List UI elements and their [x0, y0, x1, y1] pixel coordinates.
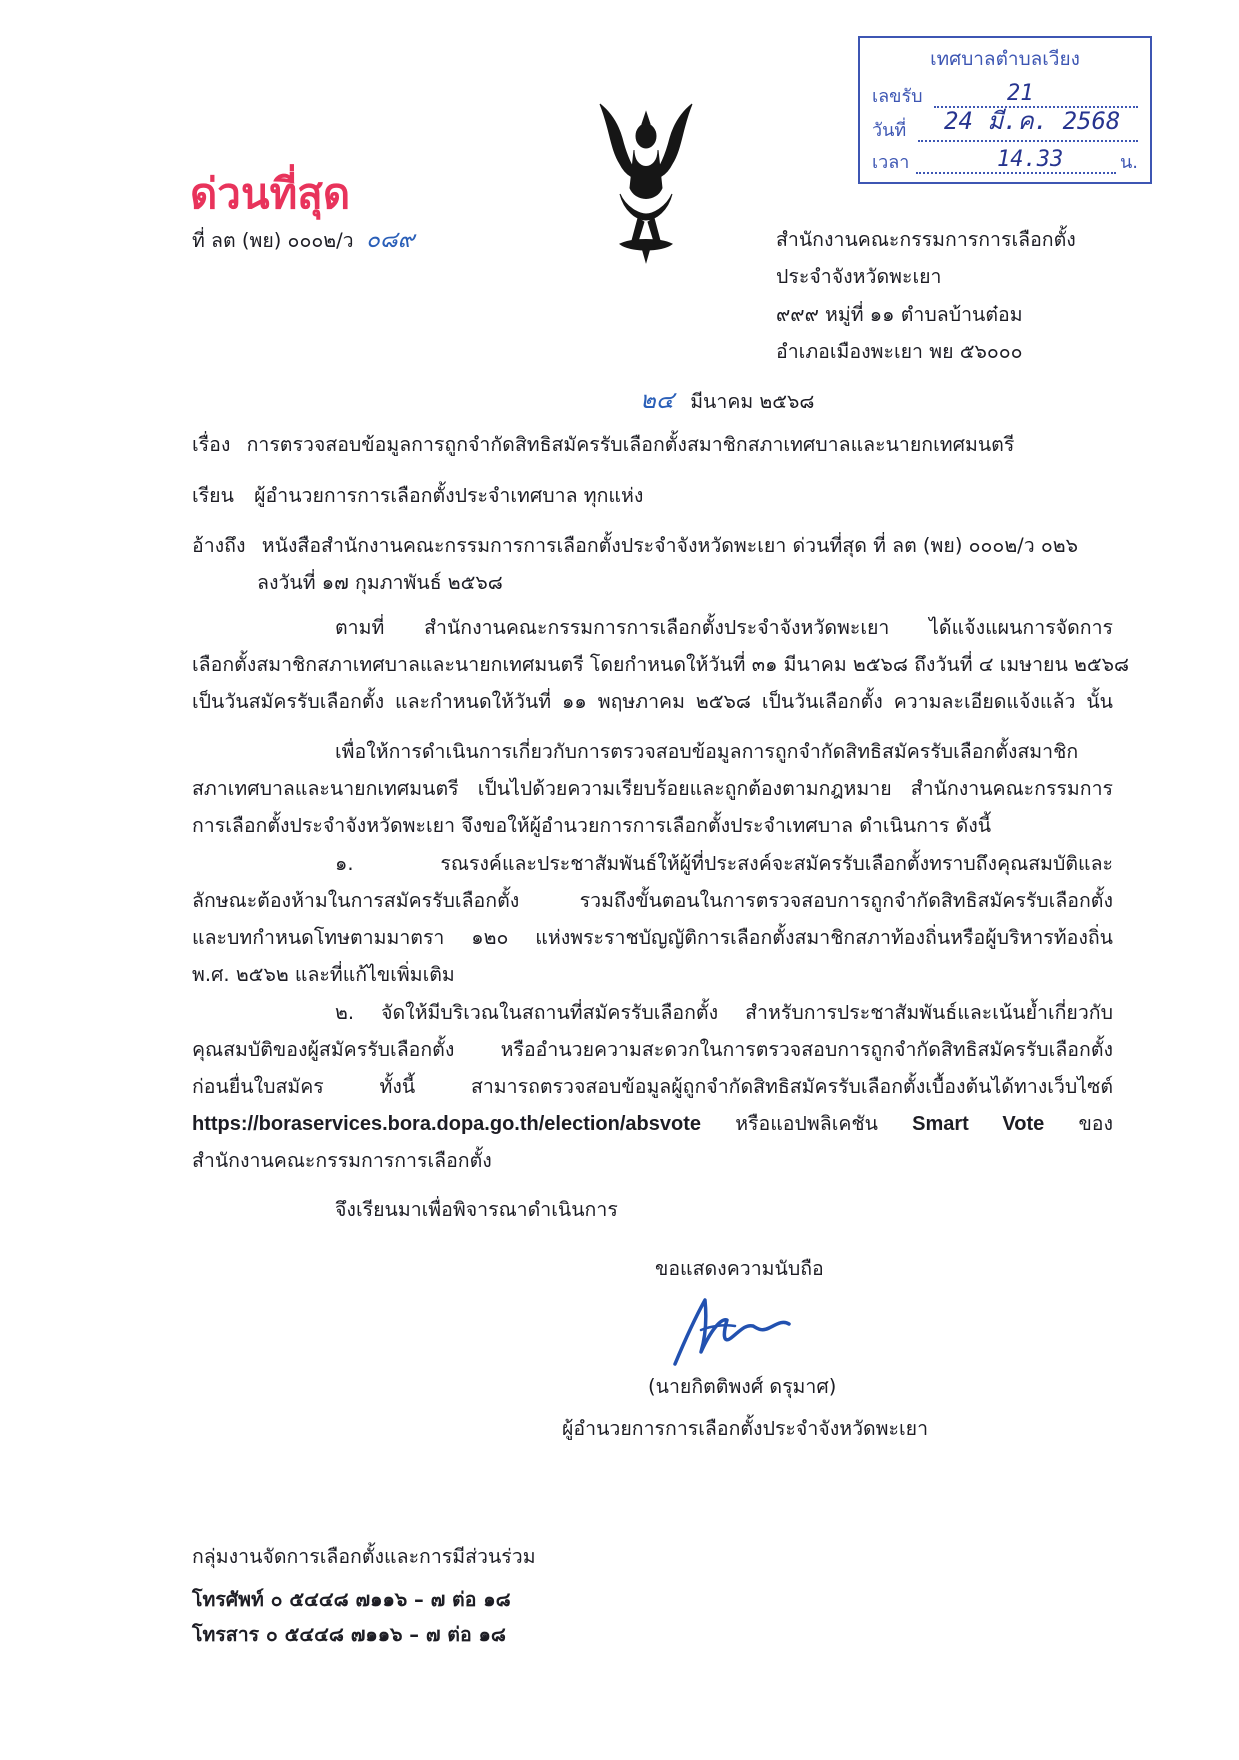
app-connector: หรือแอปพลิเคชัน [735, 1112, 878, 1135]
body-line-website [192, 1112, 1113, 1136]
body-line: เลือกตั้งสมาชิกสภาเทศบาลและนายกเทศมนตรี โดยกำหนดให้วันที่ ๓๑ มีนาคม ๒๕๖๘ ถึงวันที่ ๔ เมษายน ๒๕๖๘ [192, 653, 1130, 676]
ref-number-handwritten: ๐๘๙ [365, 227, 415, 253]
body-line: สภาเทศบาลและนายกเทศมนตรี เป็นไปด้วยความเรียบร้อยและถูกต้องตามกฎหมาย สำนักงานคณะกรรมการ [192, 777, 1113, 800]
stamp-recv-label: เลขรับ [872, 86, 923, 107]
closing-request: จึงเรียนมาเพื่อพิจารณาดำเนินการ [335, 1198, 618, 1221]
body-line: ตามที่ สำนักงานคณะกรรมการการเลือกตั้งประจำจังหวัดพะเยา ได้แจ้งแผนการจัดการ [335, 616, 1113, 639]
signer-title: ผู้อำนวยการการเลือกตั้งประจำจังหวัดพะเยา [562, 1417, 929, 1440]
stamp-date-label: วันที่ [872, 120, 907, 141]
to-text: ผู้อำนวยการการเลือกตั้งประจำเทศบาล ทุกแห่ง [254, 484, 644, 507]
body-line: และบทกำหนดโทษตามมาตรา ๑๒๐ แห่งพระราชบัญญัติการเลือกตั้งสมาชิกสภาท้องถิ่นหรือผู้บริหารท้องถิ่น [192, 926, 1113, 949]
ref-prefix: ที่ ลต (พย) ๐๐๐๒/ว [192, 229, 354, 252]
subject-text: การตรวจสอบข้อมูลการถูกจำกัดสิทธิสมัครรับเลือกตั้งสมาชิกสภาเทศบาลและนายกเทศมนตรี [246, 433, 1015, 456]
stamp-time-value: 14.33 [997, 147, 1064, 172]
urgency-label: ด่วนที่สุด [190, 169, 351, 218]
subject-line [192, 433, 1014, 457]
signer-name: (นายกิตติพงศ์ ดรุมาศ) [648, 1375, 837, 1398]
website-url: https://boraservices.bora.dopa.go.th/election/absvote [192, 1113, 701, 1135]
body-line: ลักษณะต้องห้ามในการสมัครรับเลือกตั้ง รวมถึงขั้นตอนในการตรวจสอบการถูกจำกัดสิทธิสมัครรับเลือกตั้ง [192, 889, 1113, 912]
body-line-end: ของ [1078, 1112, 1114, 1135]
body-line: คุณสมบัติของผู้สมัครรับเลือกตั้ง หรืออำนวยความสะดวกในการตรวจสอบการถูกจำกัดสิทธิสมัครรับเลือกตั้ง [192, 1038, 1113, 1061]
app-name: Smart Vote [912, 1113, 1045, 1135]
office-line: ประจำจังหวัดพะเยา [776, 265, 942, 288]
stamp-time-label: เวลา [872, 152, 910, 173]
reference-date: ลงวันที่ ๑๗ กุมภาพันธ์ ๒๕๖๘ [257, 571, 503, 594]
office-line: ๙๙๙ หมู่ที่ ๑๑ ตำบลบ้านต๋อม [776, 303, 1023, 326]
stamp-time-unit: น. [1119, 152, 1138, 173]
to-line [192, 484, 643, 508]
body-line: สำนักงานคณะกรรมการการเลือกตั้ง [192, 1149, 492, 1172]
reference-line [192, 534, 1078, 558]
subject-label: เรื่อง [192, 433, 231, 456]
letter-date [640, 388, 814, 414]
stamp-row-time [872, 148, 1138, 178]
stamp-dotted-line [916, 172, 1116, 174]
reference-label: อ้างถึง [192, 534, 246, 557]
office-line: สำนักงานคณะกรรมการการเลือกตั้ง [776, 228, 1076, 251]
date-month-year: มีนาคม ๒๕๖๘ [690, 390, 815, 413]
stamp-row-date [872, 107, 1138, 146]
garuda-emblem-icon [590, 98, 702, 264]
body-line: เพื่อให้การดำเนินการเกี่ยวกับการตรวจสอบข้อมูลการถูกจำกัดสิทธิสมัครรับเลือกตั้งสมาชิก [335, 740, 1079, 763]
reference-text: หนังสือสำนักงานคณะกรรมการการเลือกตั้งประจำจังหวัดพะเยา ด่วนที่สุด ที่ ลต (พย) ๐๐๐๒/ว ๐๒๖ [261, 534, 1079, 557]
stamp-date-value: 24 มี.ค. 2568 [944, 107, 1121, 135]
office-line: อำเภอเมืองพะเยา พย ๕๖๐๐๐ [776, 340, 1023, 363]
body-line: ก่อนยื่นใบสมัคร ทั้งนี้ สามารถตรวจสอบข้อมูลผู้ถูกจำกัดสิทธิสมัครรับเลือกตั้งเบื้องต้นได้ทางเว็บไซต์ [192, 1075, 1113, 1098]
date-day-handwritten: ๒๔ [640, 386, 674, 414]
receipt-stamp [858, 36, 1152, 184]
handwritten-signature [665, 1290, 795, 1370]
body-line: การเลือกตั้งประจำจังหวัดพะเยา จึงขอให้ผู้อำนวยการการเลือกตั้งประจำเทศบาล ดำเนินการ ดังนี้ [192, 814, 992, 837]
reference-number [192, 228, 414, 253]
body-line: ๒. จัดให้มีบริเวณในสถานที่สมัครรับเลือกตั้ง สำหรับการประชาสัมพันธ์และเน้นย้ำเกี่ยวกับ [335, 1001, 1113, 1024]
body-line: เป็นวันสมัครรับเลือกตั้ง และกำหนดให้วันที่ ๑๑ พฤษภาคม ๒๕๖๘ เป็นวันเลือกตั้ง ความละเอียดแจ้งแล้ว นั้น [192, 690, 1113, 713]
regards: ขอแสดงความนับถือ [655, 1257, 824, 1280]
to-label: เรียน [192, 484, 234, 507]
footer-fax: โทรสาร ๐ ๕๔๔๘ ๗๑๑๖ – ๗ ต่อ ๑๘ [192, 1623, 506, 1646]
body-line: พ.ศ. ๒๕๖๒ และที่แก้ไขเพิ่มเติม [192, 963, 455, 986]
body-line: ๑. รณรงค์และประชาสัมพันธ์ให้ผู้ที่ประสงค์จะสมัครรับเลือกตั้งทราบถึงคุณสมบัติและ [335, 852, 1113, 875]
stamp-recv-number: 21 [1007, 81, 1034, 106]
stamp-dotted-line [918, 140, 1138, 142]
footer-department: กลุ่มงานจัดการเลือกตั้งและการมีส่วนร่วม [192, 1545, 536, 1568]
footer-phone: โทรศัพท์ ๐ ๕๔๔๘ ๗๑๑๖ – ๗ ต่อ ๑๘ [192, 1588, 511, 1611]
stamp-title: เทศบาลตำบลเวียง [930, 48, 1080, 70]
